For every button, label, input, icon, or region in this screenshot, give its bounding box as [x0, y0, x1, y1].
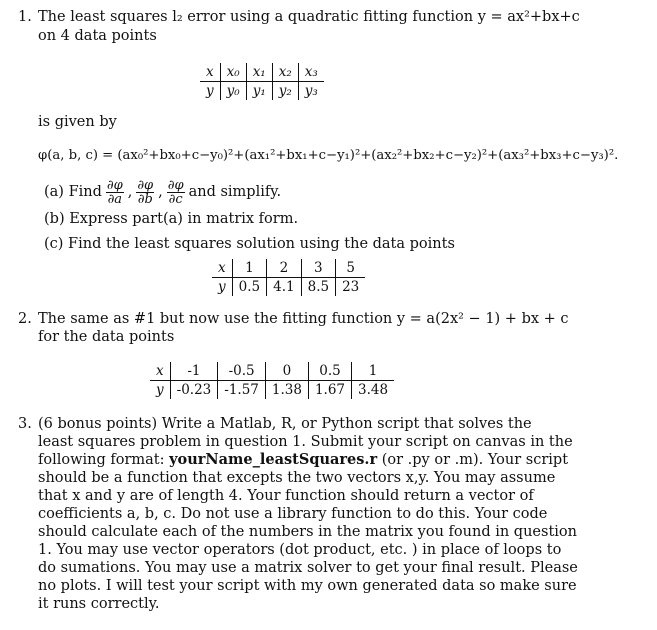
- table-cell: 5: [336, 259, 366, 278]
- q2-line-2: for the data points: [38, 329, 175, 345]
- q1-symbolic-table: [200, 63, 324, 100]
- table-cell: 1: [352, 362, 395, 381]
- table-cell: 1.38: [265, 381, 308, 400]
- q1-line-1: The least squares l₂ error using a quadratic fitting function y = ax²+bx+c: [38, 9, 580, 25]
- q2-line-1: The same as #1 but now use the fitting function y = a(2x² − 1) + bx + c: [38, 311, 569, 327]
- partial-c-fraction: $\frac{\partial\varphi}{\partial c}$: [167, 177, 184, 207]
- part-a-prefix: (a) Find: [44, 184, 102, 200]
- q1-number: 1.: [18, 9, 32, 25]
- q3-line: it runs correctly.: [38, 596, 160, 612]
- script-filename: yourName_leastSquares.r: [169, 451, 378, 468]
- table-cell: y₁: [246, 82, 272, 101]
- table-cell: 0: [265, 362, 308, 381]
- table-cell: 3.48: [352, 381, 395, 400]
- q3-line: that x and y are of length 4. Your function should return a vector of: [38, 488, 534, 504]
- table-cell: y₀: [226, 83, 240, 99]
- q3-line: no plots. I will test your script with my own generated data so make sure: [38, 578, 577, 594]
- q3-line-format: following format: yourName_leastSquares.r (or .py or .m). Your script: [38, 451, 569, 468]
- table-cell: 4.1: [267, 278, 301, 297]
- table-cell: 1: [232, 259, 266, 278]
- q1-part-c: (c) Find the least squares solution using the data points: [44, 236, 455, 252]
- table-cell: -0.5: [218, 362, 266, 381]
- q3-number: 3.: [18, 416, 32, 432]
- q3-line: should calculate each of the numbers in the matrix you found in question: [38, 524, 577, 540]
- table-header-y: y: [150, 381, 170, 400]
- table-cell: x₃: [298, 63, 324, 82]
- q3-line: should be a function that excepts the two vectors x,y. You may assume: [38, 470, 556, 486]
- partial-b-fraction: $\frac{\partial\varphi}{\partial b}$: [137, 177, 154, 207]
- table-cell: y₃: [298, 82, 324, 101]
- q2-number: 2.: [18, 311, 32, 327]
- table-header-x: x: [150, 362, 170, 381]
- q1-part-a: (a) Find $\frac{\partial\varphi}{\partial a}$ , $\frac{\partial\varphi}{\partial b}$ , $\frac{\partial\varphi}{\partial c}$ and simplify.: [44, 177, 282, 207]
- table-cell: x₀: [220, 63, 246, 82]
- table-cell: 0.5: [238, 279, 261, 295]
- q1-given-by: is given by: [38, 114, 117, 130]
- table-cell: x₁: [246, 63, 272, 82]
- table-header-y: y: [200, 82, 220, 101]
- table-cell: 8.5: [301, 278, 335, 297]
- q2-data-table: [150, 362, 394, 399]
- q3-line: (6 bonus points) Write a Matlab, R, or Python script that solves the: [38, 416, 532, 432]
- q1-error-formula: φ(a, b, c) = (ax₀²+bx₀+c−y₀)²+(ax₁²+bx₁+c−y₁)²+(ax₂²+bx₂+c−y₂)²+(ax₃²+bx₃+c−y₃)².: [38, 148, 619, 163]
- table-cell: 0.5: [308, 362, 351, 381]
- q1-data-table: [212, 259, 365, 296]
- table-header-x: x: [212, 259, 232, 278]
- table-header-y: y: [212, 278, 232, 297]
- table-cell: 1.67: [308, 381, 351, 400]
- q1-line-2: on 4 data points: [38, 28, 157, 44]
- partial-a-fraction: $\frac{\partial\varphi}{\partial a}$: [106, 177, 123, 207]
- part-a-suffix: and simplify.: [188, 184, 282, 200]
- table-cell: -1: [170, 362, 218, 381]
- table-cell: 2: [267, 259, 301, 278]
- table-cell: y₂: [272, 82, 298, 101]
- table-cell: -1.57: [218, 381, 266, 400]
- table-cell: x₂: [272, 63, 298, 82]
- table-cell: -0.23: [176, 382, 212, 398]
- table-header-x: x: [200, 63, 220, 82]
- q3-line: least squares problem in question 1. Submit your script on canvas in the: [38, 434, 573, 450]
- q3-line: do sumations. You may use a matrix solver to get your final result. Please: [38, 560, 578, 576]
- q1-part-b: (b) Express part(a) in matrix form.: [44, 211, 299, 227]
- table-cell: 3: [301, 259, 335, 278]
- q3-line: coefficients a, b, c. Do not use a library function to do this. Your code: [38, 506, 548, 522]
- q3-line: 1. You may use vector operators (dot product, etc. ) in place of loops to: [38, 542, 562, 558]
- table-cell: 23: [336, 278, 366, 297]
